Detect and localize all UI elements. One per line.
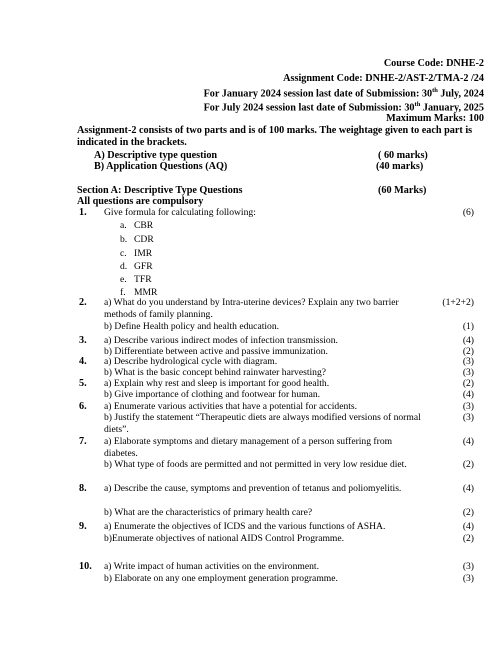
question-part-text: a) Describe various indirect modes of infection transmission.	[104, 335, 338, 346]
question-part-text: a) Enumerate various activities that have a potential for accidents.	[104, 401, 358, 412]
question-part-text: a) Explain why rest and sleep is important for good health.	[104, 378, 330, 389]
july-session-deadline: For July 2024 session last date of Submission: 30th January, 2025	[203, 101, 484, 114]
question-part-marks: (2)	[462, 507, 474, 518]
question-part-text: a) What do you understand by Intra-uterine devices? Explain any two barrier methods of family planning.	[104, 297, 399, 320]
question-part-text: a) Enumerate the objectives of ICDS and the various functions of ASHA.	[104, 521, 386, 532]
list-item: c. IMR	[120, 248, 153, 259]
question-part-text: b) Differentiate between active and passive immunization.	[104, 346, 328, 357]
question-number: 7.	[79, 436, 87, 447]
question-part-text: a) Write impact of human activities on the environment.	[104, 561, 319, 572]
assignment-code: Assignment Code: DNHE-2/AST-2/TMA-2 /24	[283, 73, 484, 84]
question-part-marks: (3)	[462, 356, 474, 367]
question-part-text: b) What is the basic concept behind rainwater harvesting?	[104, 367, 326, 378]
question-part-marks: (3)	[462, 401, 474, 412]
section-a-title: Section A: Descriptive Type Questions	[77, 185, 243, 196]
question-number: 5.	[79, 378, 87, 389]
question-part-marks: (4)	[462, 483, 474, 494]
course-code: Course Code: DNHE-2	[383, 58, 484, 69]
list-item: e. TFR	[120, 274, 152, 285]
question-part-text: b)Enumerate objectives of national AIDS Control Programme.	[104, 533, 345, 544]
assignment-intro: Assignment-2 consists of two parts and is of 100 marks. The weightage given to each part is indicated in the brackets.	[77, 125, 473, 149]
question-part-marks: (1)	[462, 321, 474, 332]
section-a-marks: (60 Marks)	[378, 185, 427, 196]
question-part-marks: (2)	[462, 459, 474, 470]
question-number: 2.	[79, 297, 87, 308]
question-number: 6.	[79, 401, 87, 412]
question-part-marks: (3)	[462, 367, 474, 378]
question-part-marks: (4)	[462, 335, 474, 346]
question-number: 1.	[79, 207, 87, 218]
question-number: 9.	[79, 521, 87, 532]
question-part-text: a) Describe the cause, symptoms and prevention of tetanus and poliomyelitis.	[104, 483, 402, 494]
question-text: Give formula for calculating following:	[104, 207, 256, 218]
question-part-text: b) Elaborate on any one employment generation programme.	[104, 573, 338, 584]
maximum-marks: Maximum Marks: 100	[386, 113, 484, 124]
question-part-marks: (3)	[462, 561, 474, 572]
question-marks: (6)	[462, 207, 474, 218]
question-part-marks: (4)	[462, 436, 474, 447]
question-part-marks: (4)	[462, 521, 474, 532]
question-part-marks: (2)	[462, 346, 474, 357]
question-part-text: b) Give importance of clothing and footwear for human.	[104, 389, 321, 400]
list-item: f. MMR	[120, 287, 158, 298]
question-number: 4.	[79, 356, 87, 367]
question-part-text: a) Elaborate symptoms and dietary management of a person suffering from diabetes.	[104, 436, 393, 459]
list-item: a. CBR	[120, 220, 154, 231]
part-a-label: A) Descriptive type question	[94, 150, 218, 161]
part-b-label: B) Application Questions (AQ)	[94, 161, 228, 172]
compulsory-note: All questions are compulsory	[77, 196, 204, 207]
part-b-marks: (40 marks)	[376, 161, 424, 172]
part-a-marks: ( 60 marks)	[378, 150, 428, 161]
question-part-marks: (4)	[462, 389, 474, 400]
question-part-marks: (2)	[462, 533, 474, 544]
list-item: d. GFR	[120, 261, 153, 272]
question-number: 3.	[79, 335, 87, 346]
question-part-marks: (3)	[462, 573, 474, 584]
question-part-text: b) Justify the statement “Therapeutic diets are always modified versions of normal diets”.	[104, 412, 421, 435]
question-number: 8.	[79, 483, 87, 494]
question-part-text: b) What are the characteristics of primary health care?	[104, 507, 313, 518]
question-part-text: b) What type of foods are permitted and not permitted in very low residue diet.	[104, 459, 407, 470]
list-item: b. CDR	[120, 234, 154, 245]
question-number: 10.	[79, 561, 92, 572]
question-part-text: a) Describe hydrological cycle with diagram.	[104, 356, 278, 367]
question-part-marks: (3)	[462, 412, 474, 423]
question-part-marks: (1+2+2)	[442, 297, 474, 308]
question-part-text: b) Define Health policy and health education.	[104, 321, 280, 332]
january-session-deadline: For January 2024 session last date of Submission: 30th July, 2024	[203, 87, 484, 100]
question-part-marks: (2)	[462, 378, 474, 389]
